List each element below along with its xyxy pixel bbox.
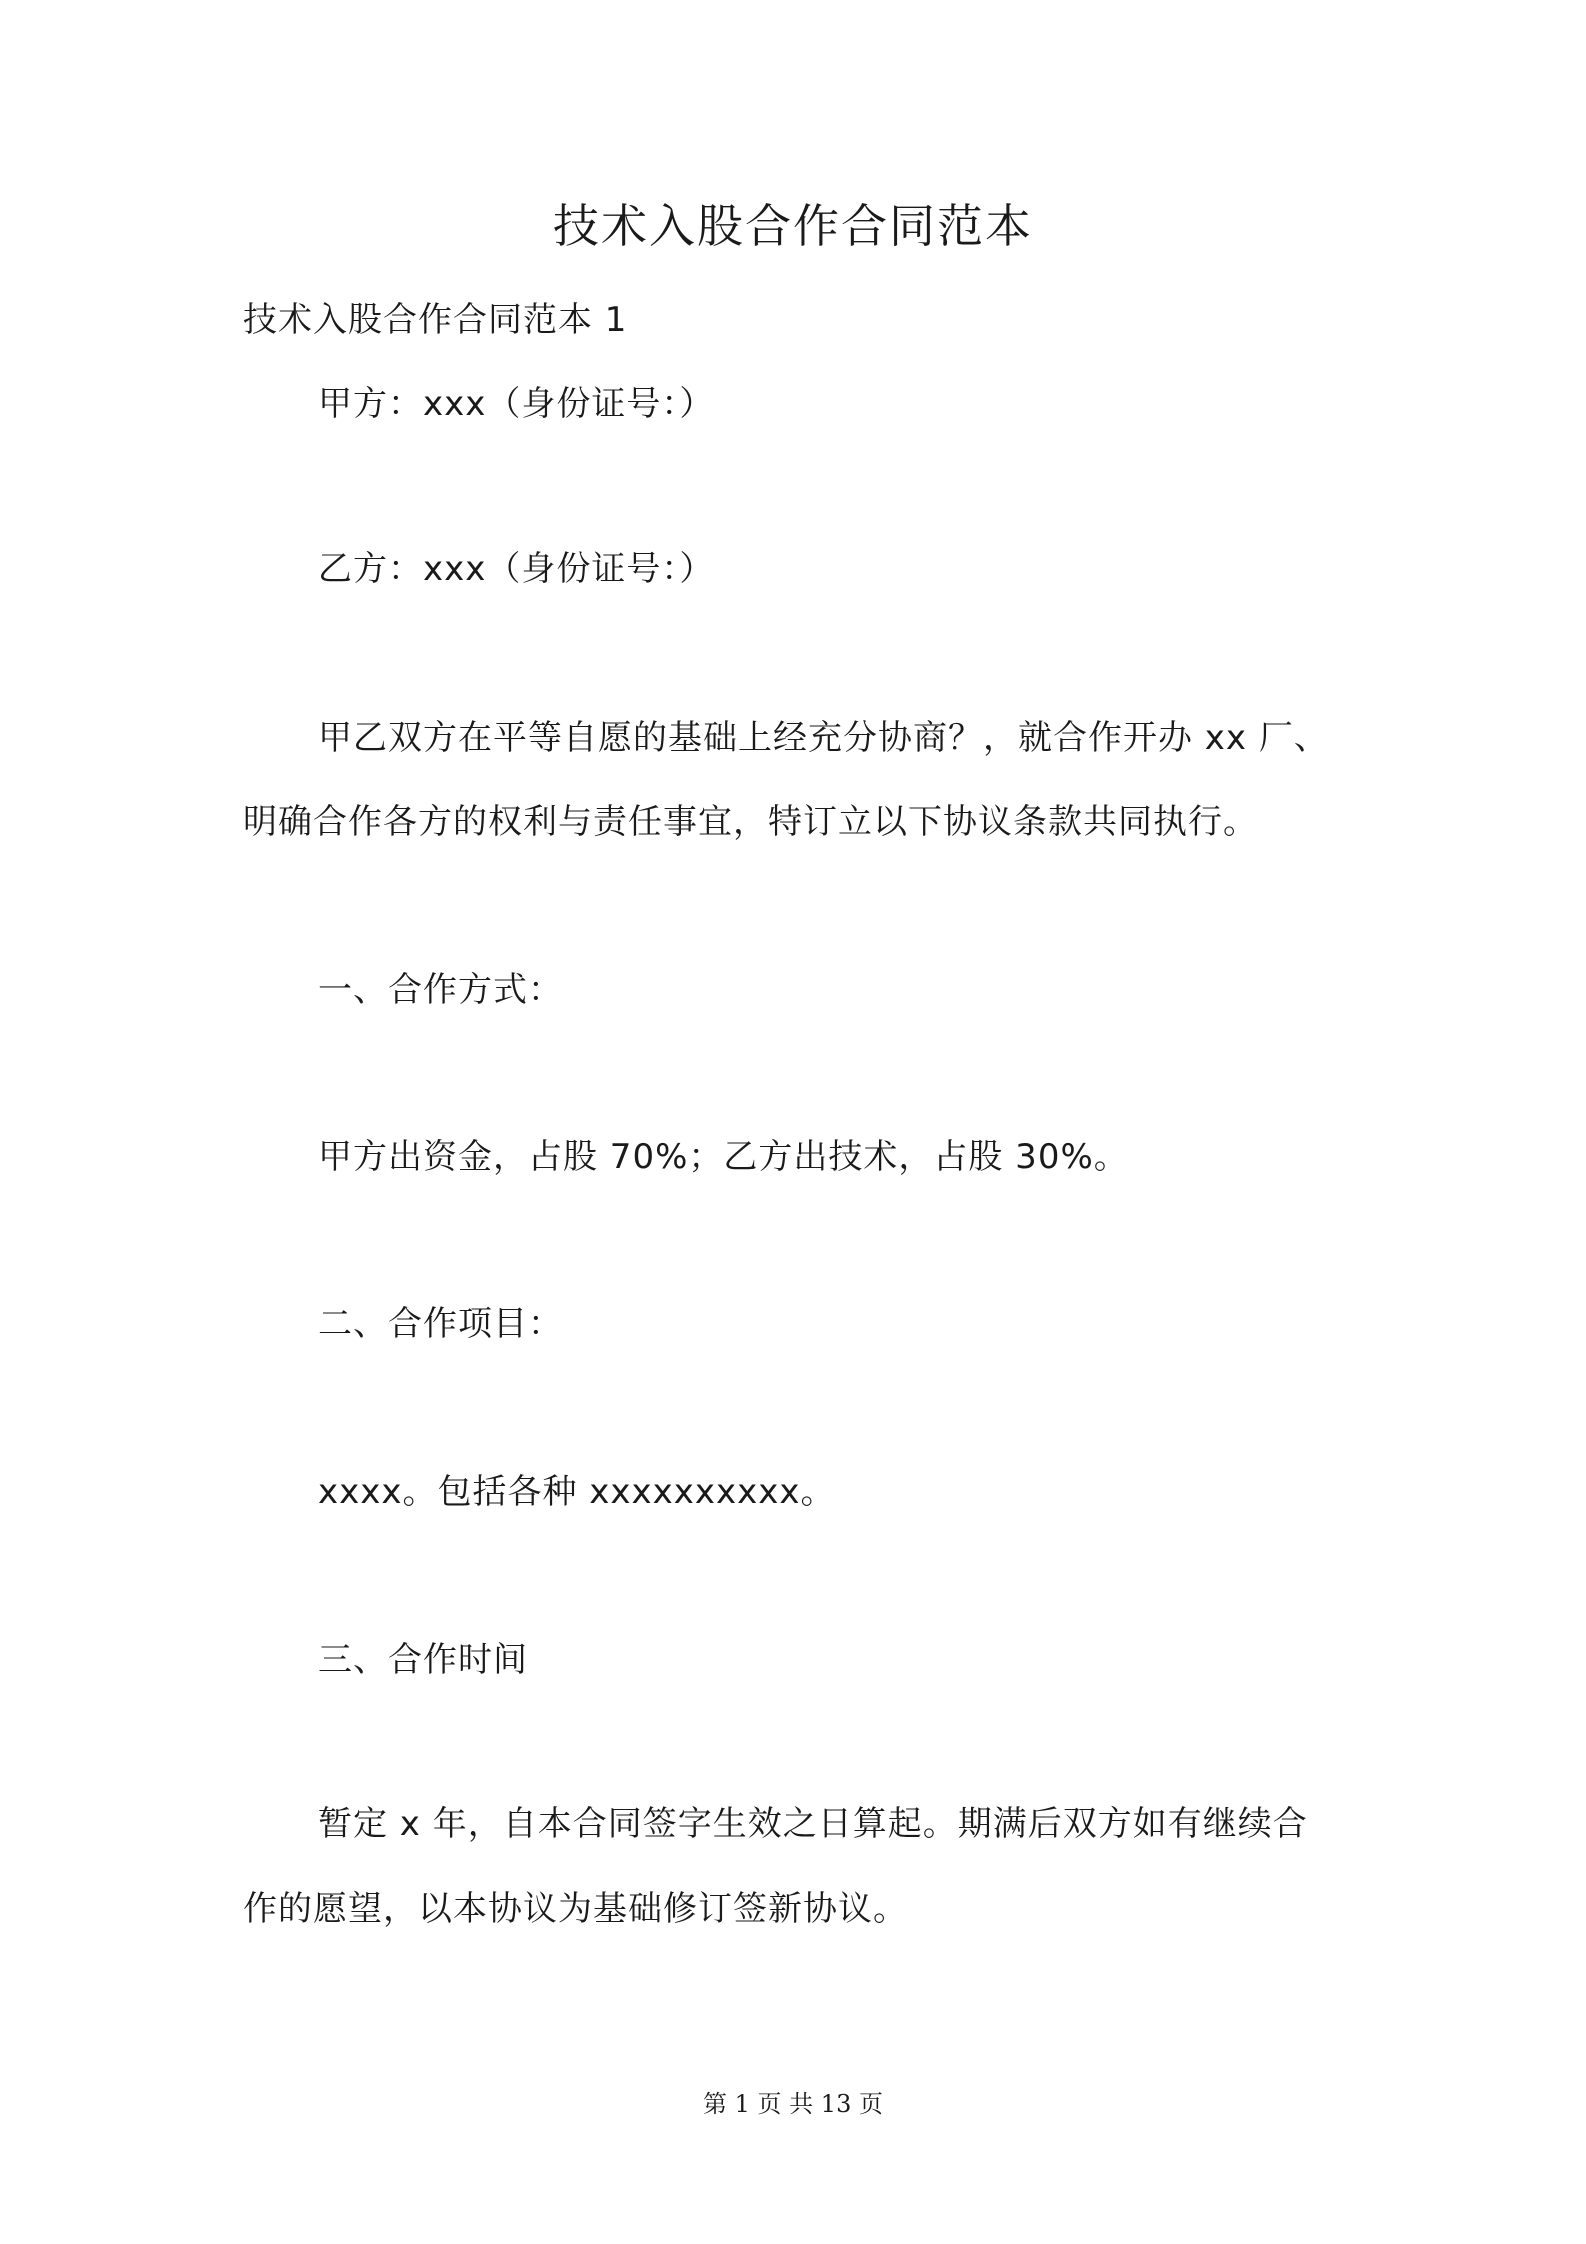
page-number-footer: 第 1 页 共 13 页 — [703, 2090, 883, 2118]
section-2-heading: 二、合作项目： — [318, 1304, 563, 1344]
document-title: 技术入股合作合同范本 — [553, 199, 1033, 253]
section-2-body: xxxx。包括各种 xxxxxxxxxx。 — [318, 1472, 836, 1512]
section-1-body: 甲方出资金，占股 70%；乙方出技术，占股 30%。 — [318, 1137, 1129, 1177]
section-3-body-line-1: 暂定 x 年，自本合同签字生效之日算起。期满后双方如有继续合 — [318, 1804, 1308, 1844]
document-subtitle: 技术入股合作合同范本 1 — [243, 300, 628, 340]
section-1-heading: 一、合作方式： — [318, 970, 563, 1010]
intro-paragraph-line-2: 明确合作各方的权利与责任事宜，特订立以下协议条款共同执行。 — [243, 802, 1258, 842]
party-a-line: 甲方：xxx（身份证号：） — [318, 384, 715, 424]
section-3-heading: 三、合作时间 — [318, 1640, 528, 1680]
intro-paragraph-line-1: 甲乙双方在平等自愿的基础上经充分协商？，就合作开办 xx 厂、 — [318, 718, 1329, 758]
party-b-line: 乙方：xxx（身份证号：） — [318, 549, 715, 589]
section-3-body-line-2: 作的愿望，以本协议为基础修订签新协议。 — [243, 1889, 908, 1929]
